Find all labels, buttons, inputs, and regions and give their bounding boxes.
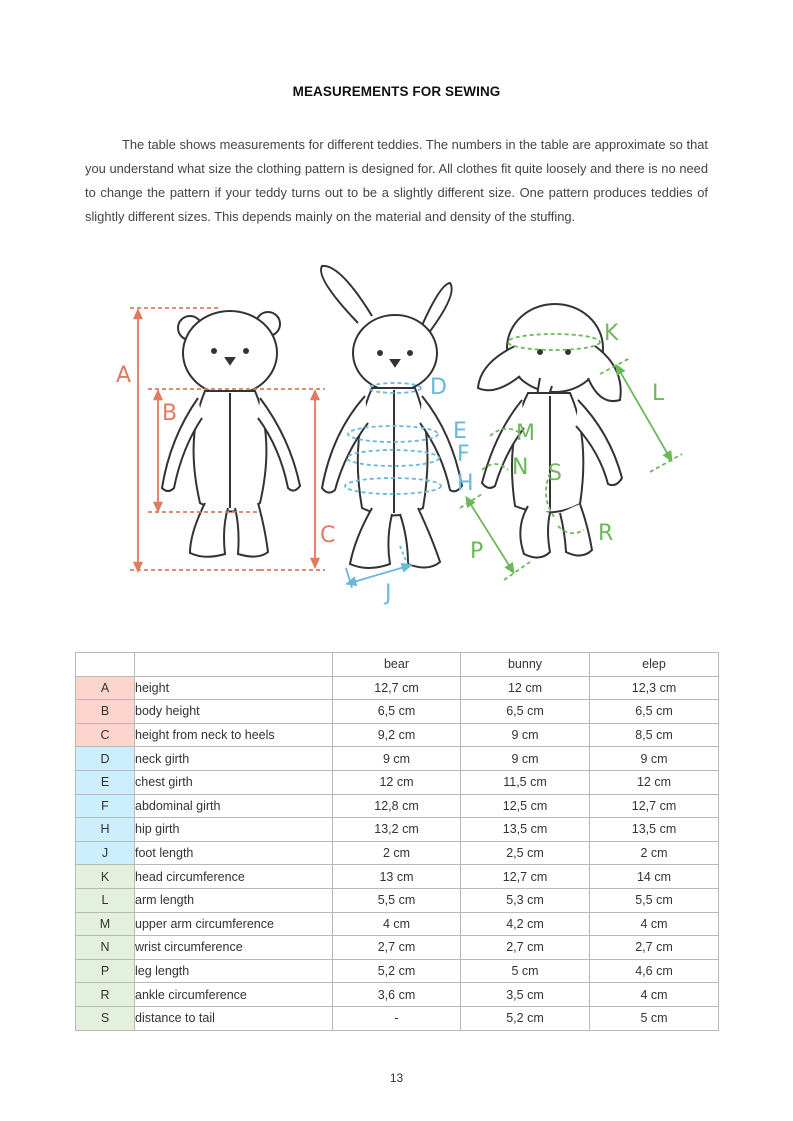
header-bear: bear: [333, 653, 461, 677]
cell-elep: 5,5 cm: [590, 888, 719, 912]
table-row: [76, 888, 719, 912]
row-description: arm length: [135, 888, 333, 912]
label-d: D: [430, 375, 447, 400]
cell-elep: 14 cm: [590, 865, 719, 889]
label-j: J: [385, 581, 392, 606]
table-row: [76, 747, 719, 771]
row-description: height: [135, 676, 333, 700]
row-code: M: [76, 912, 135, 936]
row-code: E: [76, 770, 135, 794]
table-row: [76, 676, 719, 700]
table-row: [76, 794, 719, 818]
cell-bunny: 5 cm: [461, 959, 590, 983]
label-e: E: [453, 419, 467, 444]
cell-bear: 12,8 cm: [333, 794, 461, 818]
label-n: N: [512, 455, 529, 480]
row-code: C: [76, 723, 135, 747]
cell-bear: 9,2 cm: [333, 723, 461, 747]
row-code: D: [76, 747, 135, 771]
row-description: distance to tail: [135, 1006, 333, 1030]
teddy-measurement-illustration: [110, 258, 710, 608]
cell-elep: 4 cm: [590, 912, 719, 936]
table-row: [76, 865, 719, 889]
row-description: height from neck to heels: [135, 723, 333, 747]
cell-bear: -: [333, 1006, 461, 1030]
cell-bunny: 9 cm: [461, 747, 590, 771]
label-p: P: [470, 539, 484, 564]
table-row: [76, 818, 719, 842]
label-l: L: [652, 381, 665, 406]
cell-bear: 2 cm: [333, 841, 461, 865]
cell-elep: 12,3 cm: [590, 676, 719, 700]
measurements-table: [75, 652, 719, 1031]
row-description: leg length: [135, 959, 333, 983]
cell-elep: 2,7 cm: [590, 936, 719, 960]
intro-paragraph: The table shows measurements for different teddies. The numbers in the table are approximate so that you understand what size the clothing pattern is designed for. All clothes fit quite loosely and there is no need to change the pattern if your teddy turns out to be a slightly different size. One pattern produces teddies of slightly different sizes. This depends mainly on the material and density of the stuffing.: [85, 137, 708, 224]
cell-bunny: 5,2 cm: [461, 1006, 590, 1030]
cell-bunny: 12 cm: [461, 676, 590, 700]
header-description: [135, 653, 333, 677]
cell-elep: 12 cm: [590, 770, 719, 794]
row-code: K: [76, 865, 135, 889]
table-row: [76, 770, 719, 794]
cell-elep: 4 cm: [590, 983, 719, 1007]
row-description: hip girth: [135, 818, 333, 842]
page-title: MEASUREMENTS FOR SEWING: [292, 84, 501, 99]
cell-bear: 4 cm: [333, 912, 461, 936]
row-description: wrist circumference: [135, 936, 333, 960]
row-description: chest girth: [135, 770, 333, 794]
row-code: L: [76, 888, 135, 912]
cell-bear: 9 cm: [333, 747, 461, 771]
row-description: foot length: [135, 841, 333, 865]
table-row: [76, 936, 719, 960]
table-row: [76, 959, 719, 983]
row-description: abdominal girth: [135, 794, 333, 818]
cell-bear: 2,7 cm: [333, 936, 461, 960]
row-code: R: [76, 983, 135, 1007]
row-description: neck girth: [135, 747, 333, 771]
label-r: R: [598, 521, 614, 546]
page-number: 13: [389, 1071, 404, 1085]
row-description: upper arm circumference: [135, 912, 333, 936]
cell-bunny: 5,3 cm: [461, 888, 590, 912]
row-description: head circumference: [135, 865, 333, 889]
table-row: [76, 1006, 719, 1030]
cell-elep: 13,5 cm: [590, 818, 719, 842]
cell-bear: 12,7 cm: [333, 676, 461, 700]
label-c: C: [320, 523, 336, 548]
cell-elep: 8,5 cm: [590, 723, 719, 747]
cell-bunny: 11,5 cm: [461, 770, 590, 794]
table-header-row: [76, 653, 719, 677]
cell-bear: 12 cm: [333, 770, 461, 794]
illustration-svg: [110, 258, 710, 608]
header-bunny: bunny: [461, 653, 590, 677]
cell-elep: 5 cm: [590, 1006, 719, 1030]
table-row: [76, 723, 719, 747]
cell-bunny: 12,7 cm: [461, 865, 590, 889]
cell-bear: 13,2 cm: [333, 818, 461, 842]
cell-bunny: 2,5 cm: [461, 841, 590, 865]
label-h: H: [457, 471, 474, 496]
label-f: F: [457, 442, 470, 467]
row-code: P: [76, 959, 135, 983]
cell-elep: 9 cm: [590, 747, 719, 771]
cell-elep: 2 cm: [590, 841, 719, 865]
cell-bunny: 2,7 cm: [461, 936, 590, 960]
table-row: [76, 983, 719, 1007]
row-code: B: [76, 700, 135, 724]
cell-bear: 3,6 cm: [333, 983, 461, 1007]
cell-bunny: 4,2 cm: [461, 912, 590, 936]
row-description: ankle circumference: [135, 983, 333, 1007]
bear-drawing: [162, 311, 300, 557]
label-a: A: [116, 363, 132, 388]
table-row: [76, 700, 719, 724]
row-code: A: [76, 676, 135, 700]
cell-bear: 6,5 cm: [333, 700, 461, 724]
cell-bunny: 13,5 cm: [461, 818, 590, 842]
cell-elep: 4,6 cm: [590, 959, 719, 983]
table-row: [76, 841, 719, 865]
row-code: H: [76, 818, 135, 842]
header-elep: elep: [590, 653, 719, 677]
cell-elep: 12,7 cm: [590, 794, 719, 818]
cell-bunny: 3,5 cm: [461, 983, 590, 1007]
row-code: N: [76, 936, 135, 960]
header-code: [76, 653, 135, 677]
row-code: S: [76, 1006, 135, 1030]
row-description: body height: [135, 700, 333, 724]
row-code: J: [76, 841, 135, 865]
cell-bunny: 12,5 cm: [461, 794, 590, 818]
bunny-drawing: [321, 266, 462, 568]
cell-bear: 5,5 cm: [333, 888, 461, 912]
table-row: [76, 912, 719, 936]
label-s: S: [548, 461, 562, 486]
cell-bunny: 9 cm: [461, 723, 590, 747]
label-m: M: [516, 421, 535, 446]
row-code: F: [76, 794, 135, 818]
cell-bear: 13 cm: [333, 865, 461, 889]
label-b: B: [162, 401, 178, 426]
label-k: K: [604, 321, 619, 346]
cell-elep: 6,5 cm: [590, 700, 719, 724]
cell-bear: 5,2 cm: [333, 959, 461, 983]
cell-bunny: 6,5 cm: [461, 700, 590, 724]
